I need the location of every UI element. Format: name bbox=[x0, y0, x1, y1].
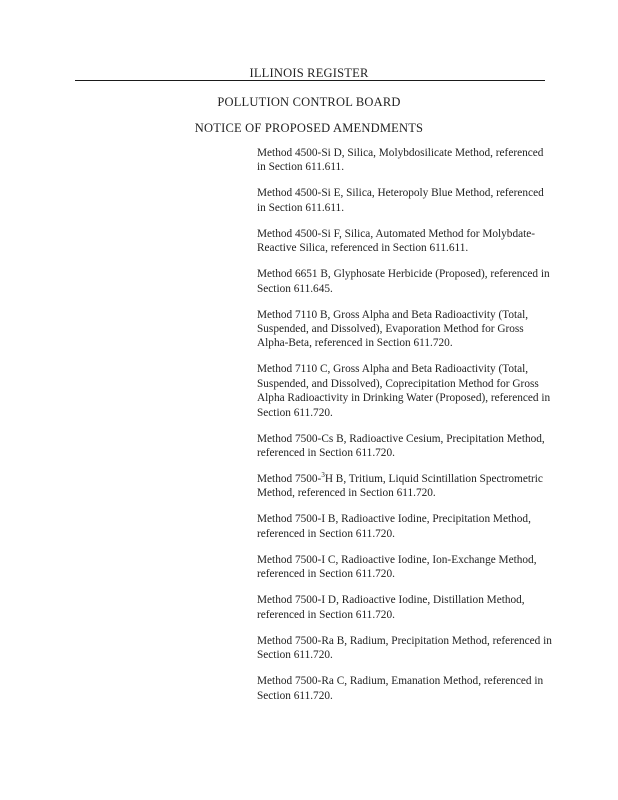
method-entry-7110-b: Method 7110 B, Gross Alpha and Beta Radioactivity (Total, Suspended, and Dissolved), Evaporation Method for Gross Alpha-Beta, referenced in Section 611.720. bbox=[257, 308, 529, 350]
isotope-superscript: 3 bbox=[321, 471, 325, 480]
method-entry-7110-c: Method 7110 C, Gross Alpha and Beta Radioactivity (Total, Suspended, and Dissolved), Coprecipitation Method for Gross Alpha Radioactivity in Drinking Water (Proposed), referenced in Section 611.720. bbox=[257, 363, 551, 419]
method-entry-7500-ra-c: Method 7500-Ra C, Radium, Emanation Method, referenced in Section 611.720. bbox=[257, 675, 544, 702]
method-entry-4500-si-d: Method 4500-Si D, Silica, Molybdosilicate Method, referenced in Section 611.611. bbox=[257, 147, 544, 174]
notice-title: NOTICE OF PROPOSED AMENDMENTS bbox=[194, 121, 424, 135]
method-entry-7500-i-c: Method 7500-I C, Radioactive Iodine, Ion-Exchange Method, referenced in Section 611.720. bbox=[257, 553, 537, 581]
method-entry-7500-i-d: Method 7500-I D, Radioactive Iodine, Distillation Method, referenced in Section 611.720. bbox=[257, 594, 525, 621]
header-divider bbox=[75, 80, 545, 81]
method-entry-7500-cs-b: Method 7500-Cs B, Radioactive Cesium, Precipitation Method, referenced in Section 611.720. bbox=[257, 432, 545, 460]
entry-prefix: Method 7500- bbox=[257, 473, 322, 486]
method-entry-7500-3h-b bbox=[257, 472, 552, 501]
board-name: POLLUTION CONTROL BOARD bbox=[217, 95, 401, 109]
method-entry-7500-ra-b: Method 7500-Ra B, Radium, Precipitation Method, referenced in Section 611.720. bbox=[257, 634, 552, 662]
method-entry-4500-si-f: Method 4500-Si F, Silica, Automated Method for Molybdate-Reactive Silica, referenced in Section 611.611. bbox=[257, 227, 536, 255]
register-title: ILLINOIS REGISTER bbox=[249, 66, 369, 80]
method-list bbox=[257, 146, 552, 715]
method-entry-7500-i-b: Method 7500-I B, Radioactive Iodine, Precipitation Method, referenced in Section 611.720. bbox=[257, 513, 531, 540]
method-entry-4500-si-e: Method 4500-Si E, Silica, Heteropoly Blue Method, referenced in Section 611.611. bbox=[257, 187, 544, 214]
entry-suffix: H B, Tritium, Liquid Scintillation Spectrometric Method, referenced in Section 611.720. bbox=[257, 473, 543, 500]
method-entry-6651-b: Method 6651 B, Glyphosate Herbicide (Proposed), referenced in Section 611.645. bbox=[257, 268, 550, 295]
